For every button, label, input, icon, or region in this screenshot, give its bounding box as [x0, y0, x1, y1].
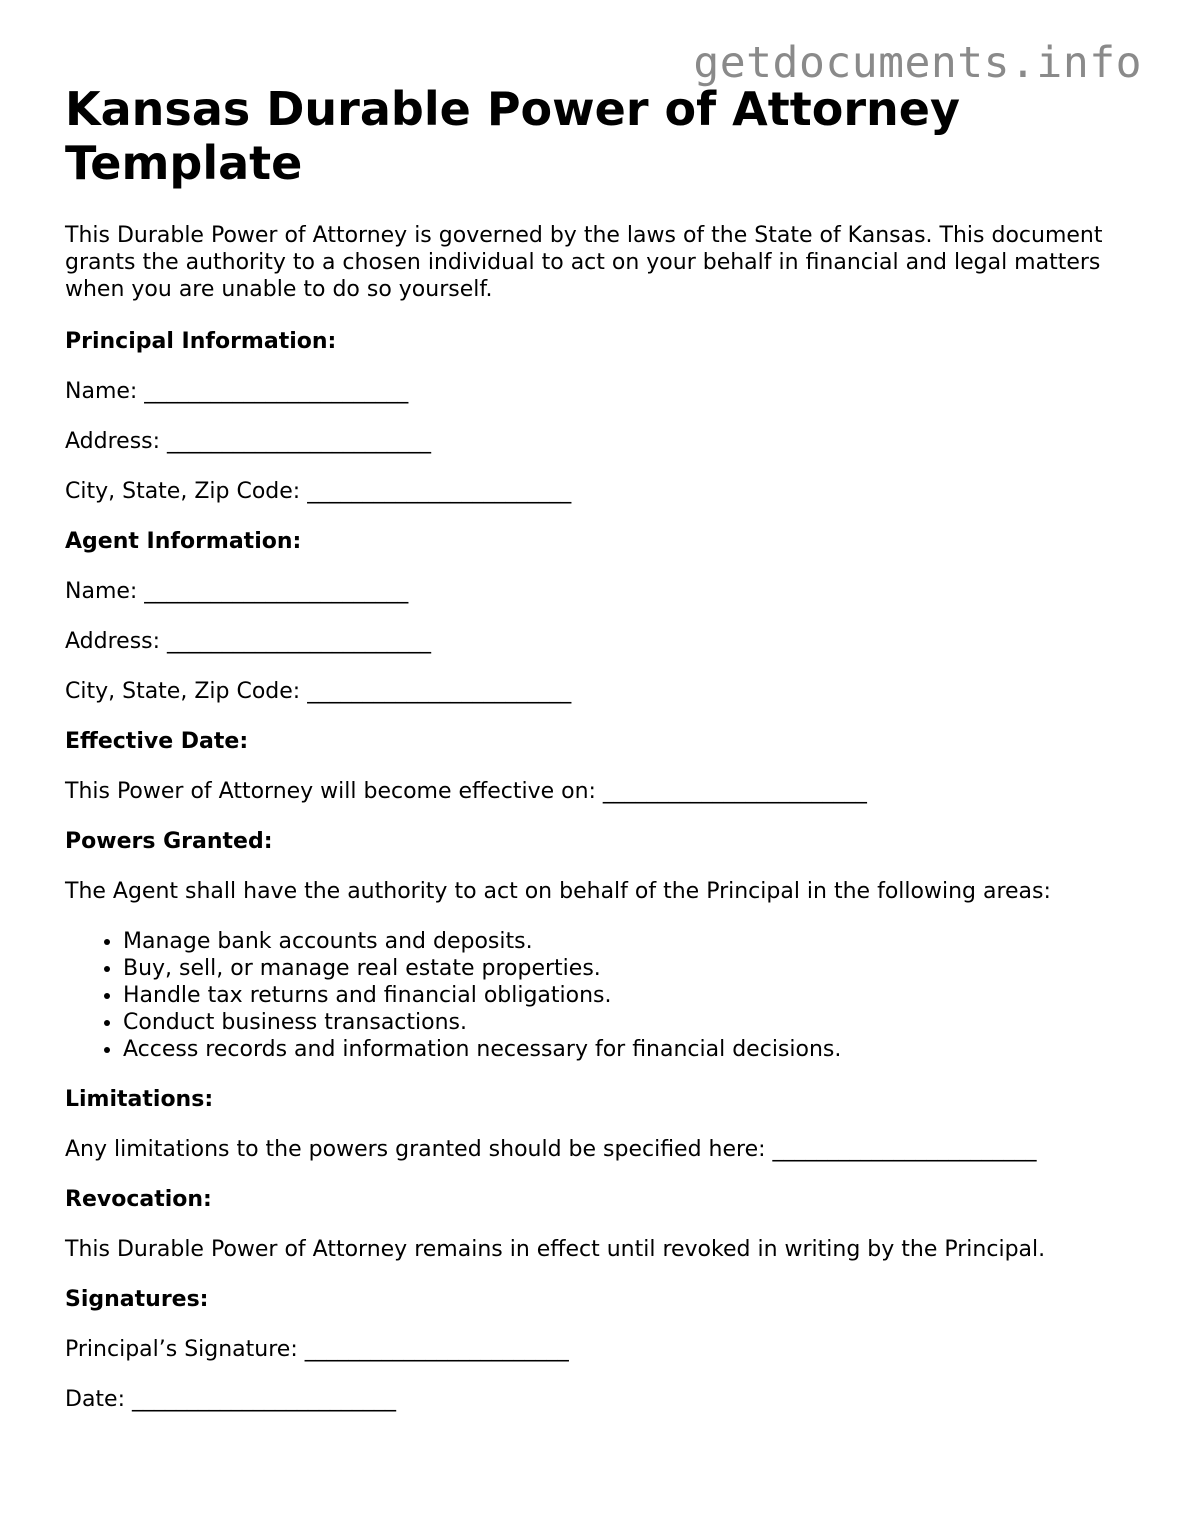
agent-heading: Agent Information:: [65, 529, 302, 554]
document-page: [65, 82, 1125, 1436]
principal-heading: Principal Information:: [65, 329, 337, 354]
list-item: • Handle tax returns and financial obligations.: [123, 982, 1125, 1009]
powers-intro: The Agent shall have the authority to act on behalf of the Principal in the following areas:: [65, 879, 1051, 904]
principal-city-field: City, State, Zip Code: ________________________: [65, 479, 572, 504]
agent-name-field: Name: ________________________: [65, 579, 409, 604]
intro-paragraph: This Durable Power of Attorney is governed by the laws of the State of Kansas. This document grants the authority to a chosen individual to act on your behalf in financial and legal matters when you are unable to do so yourself.: [65, 223, 1103, 302]
principal-name-field: Name: ________________________: [65, 379, 409, 404]
powers-list: [65, 928, 1125, 1063]
limitations-field: Any limitations to the powers granted should be specified here: ________________________: [65, 1137, 1037, 1162]
agent-city-field: City, State, Zip Code: ________________________: [65, 679, 572, 704]
list-item: • Conduct business transactions.: [123, 1009, 1125, 1036]
list-item: • Access records and information necessary for financial decisions.: [123, 1036, 1125, 1063]
revocation-heading: Revocation:: [65, 1187, 212, 1212]
limitations-heading: Limitations:: [65, 1087, 214, 1112]
principal-address-field: Address: ________________________: [65, 429, 432, 454]
agent-address-field: Address: ________________________: [65, 629, 432, 654]
signature-date-field: Date: ________________________: [65, 1387, 396, 1412]
effective-date-heading: Effective Date:: [65, 729, 249, 754]
revocation-text: This Durable Power of Attorney remains in effect until revoked in writing by the Principal.: [65, 1237, 1046, 1262]
effective-date-field: This Power of Attorney will become effective on: ________________________: [65, 779, 867, 804]
powers-heading: Powers Granted:: [65, 829, 273, 854]
signatures-heading: Signatures:: [65, 1287, 209, 1312]
document-title: Kansas Durable Power of Attorney Template: [65, 82, 960, 190]
list-item: • Manage bank accounts and deposits.: [123, 928, 1125, 955]
principal-signature-field: Principal’s Signature: ________________________: [65, 1337, 569, 1362]
watermark-text: getdocuments.info: [693, 38, 1142, 88]
list-item: • Buy, sell, or manage real estate properties.: [123, 955, 1125, 982]
